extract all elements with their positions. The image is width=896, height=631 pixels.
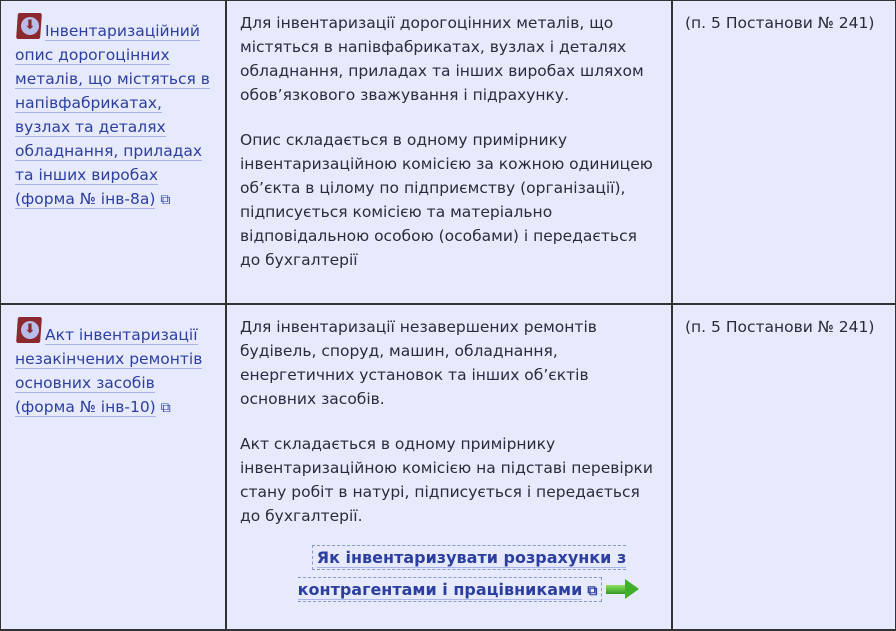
description-cell bbox=[226, 304, 672, 630]
form-link[interactable]: Акт інвентаризації незакінчених ремонтів основних засобів (форма № інв-10) bbox=[15, 326, 203, 416]
green-arrow-right-icon[interactable] bbox=[606, 581, 640, 597]
reference-cell: (п. 5 Постанови № 241) bbox=[672, 0, 896, 304]
form-cell bbox=[0, 304, 226, 630]
related-article-link[interactable]: Як інвентаризувати розрахунки з контрагентами і працівниками bbox=[297, 548, 627, 599]
external-link-icon[interactable]: ⧉ bbox=[160, 400, 171, 416]
description-text: Для інвентаризації незавершених ремонтів будівель, споруд, машин, обладнання, енергетичних установок та інших об’єктів основних засобів. bbox=[240, 318, 597, 408]
external-link-icon[interactable]: ⧉ bbox=[587, 583, 598, 599]
form-link[interactable]: Інвентаризаційний опис дорогоцінних металів, що містяться в напівфабрикатах, вузлах та деталях обладнання, приладах та інших виробах (форма № інв-8а) bbox=[15, 22, 210, 208]
download-doc-icon[interactable]: ⬇ bbox=[15, 13, 43, 41]
table-row bbox=[0, 304, 896, 630]
description-cell bbox=[226, 0, 672, 304]
external-link-icon[interactable]: ⧉ bbox=[160, 192, 171, 208]
related-article bbox=[280, 542, 658, 607]
download-doc-icon[interactable]: ⬇ bbox=[15, 317, 43, 345]
table-row bbox=[0, 0, 896, 304]
description-text: Для інвентаризації дорогоцінних металів, що містяться в напівфабрикатах, вузлах і деталях обладнання, приладах та інших виробах шляхом обов’язкового зважування і підрахунку. bbox=[240, 14, 644, 104]
form-cell bbox=[0, 0, 226, 304]
description-text: Опис складається в одному примірнику інвентаризаційною комісією за кожною одиницею об’єкта в цілому по підприємству (організації), підписується комісією та матеріально відповідальною особою (особами) і передається до бухгалтерії bbox=[240, 131, 653, 269]
description-text: Акт складається в одному примірнику інвентаризаційною комісією на підставі перевірки стану робіт в натурі, підписується і передається до бухгалтерії. bbox=[240, 435, 653, 525]
reference-cell: (п. 5 Постанови № 241) bbox=[672, 304, 896, 630]
